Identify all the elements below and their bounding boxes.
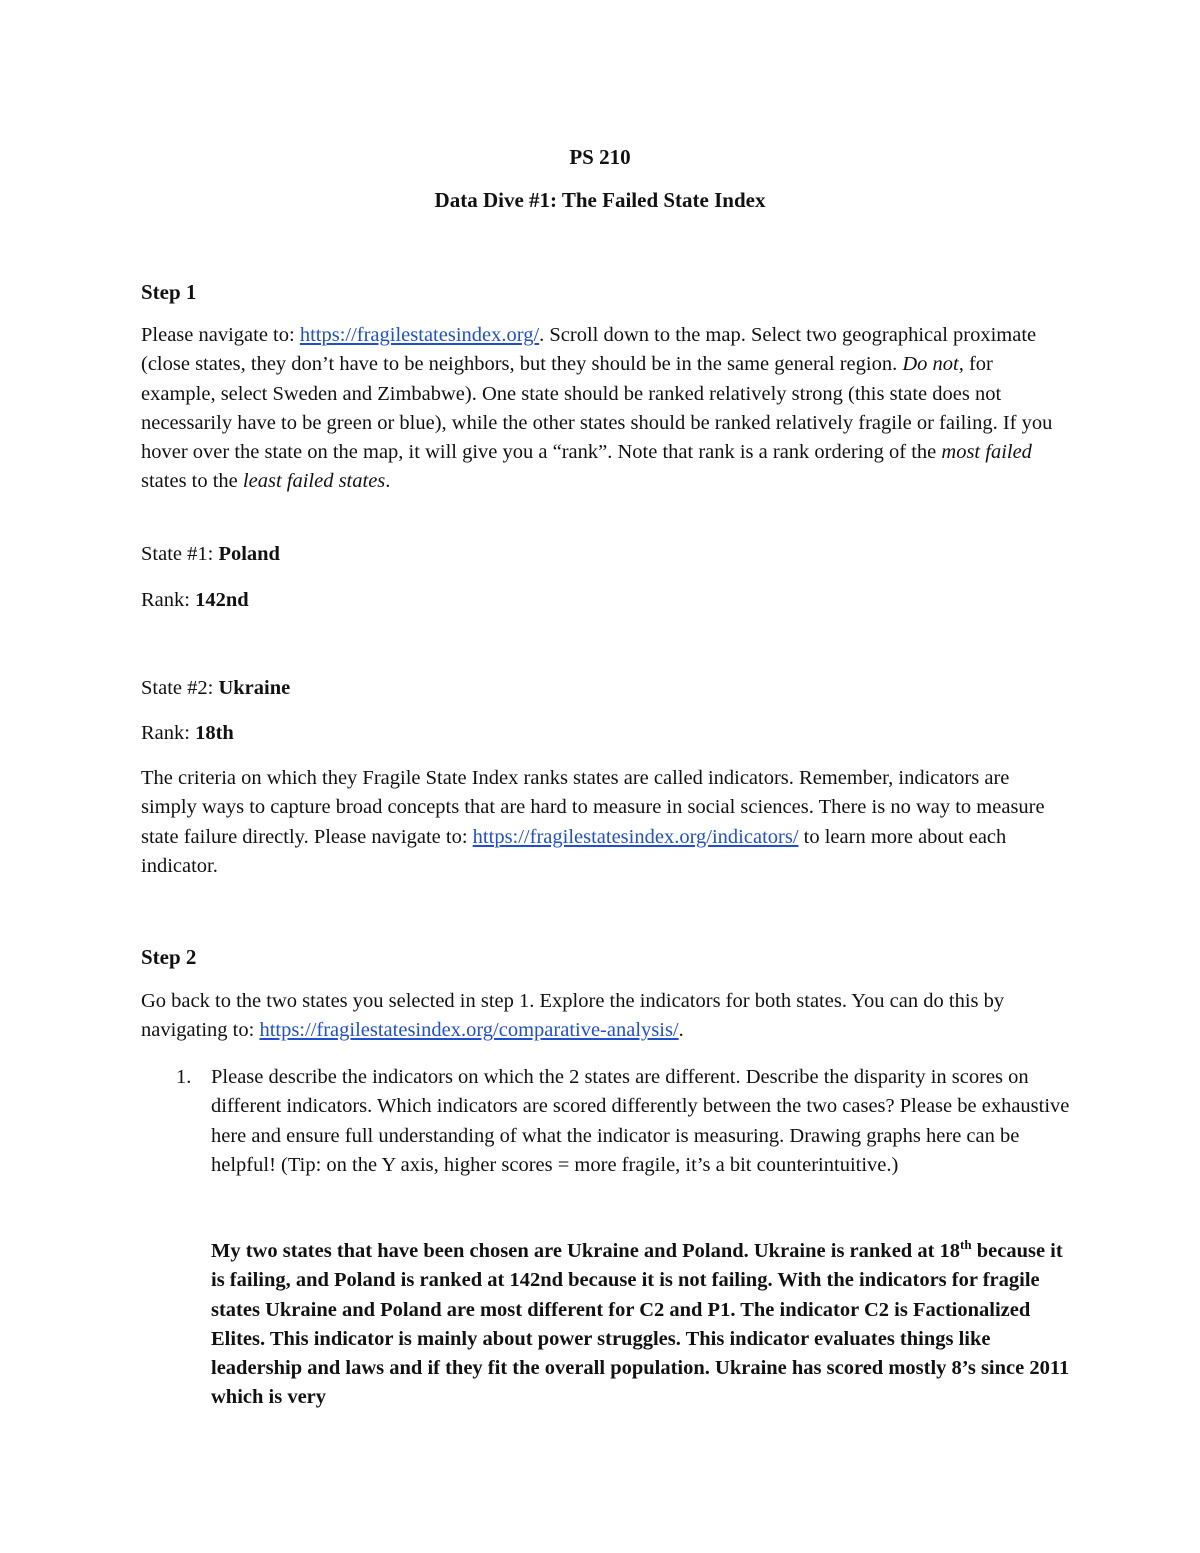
document-title: Data Dive #1: The Failed State Index (434, 188, 766, 212)
state2-line (141, 677, 290, 700)
rank2-label: Rank: (141, 722, 196, 744)
answer-text-1: My two states that have been chosen are Ukraine and Poland. Ukraine is ranked at 18 (211, 1240, 961, 1262)
step2-heading: Step 2 (141, 945, 197, 969)
rank1-line (141, 589, 249, 612)
criteria-text: The criteria on which they Fragile State Index ranks states are called indicators. Remember, indicators are simply ways to capture broad concepts that are hard to measure in social sciences. There is no way to measure state failure directly. Please navigate to: (141, 767, 1045, 848)
step1-heading: Step 1 (141, 280, 197, 304)
fsi-home-link[interactable]: https://fragilestatesindex.org/ (299, 324, 540, 346)
state1-label: State #1: (141, 543, 219, 565)
step1-intro-text: Please navigate to: (141, 324, 300, 346)
question-1-text: Please describe the indicators on which the 2 states are different. Describe the disparity in scores on different indicators. Which indicators are scored differently between the two cases? Please be exhaustive here and ensure full understanding of what the indicator is measuring. Drawing graphs here can be helpful! (Tip: on the Y axis, higher scores = more fragile, it’s a bit counterintuitive.) (211, 1066, 1070, 1176)
criteria-post-text: to learn more about each indicator. (141, 825, 1007, 877)
period: . (385, 470, 391, 493)
step2-intro-post: . (678, 1019, 684, 1042)
fsi-indicators-link[interactable]: https://fragilestatesindex.org/indicators/ (472, 825, 799, 848)
course-title: PS 210 (569, 145, 631, 169)
step2-intro-text: Go back to the two states you selected in step 1. Explore the indicators for both states. You can do this by navigating to: (141, 990, 1005, 1042)
do-not-emphasis: Do not, (902, 353, 964, 376)
step2-instructions (141, 987, 1066, 1046)
most-failed-emphasis: most failed (941, 441, 1032, 464)
step1-intro-continued-2: for example, select Sweden and Zimbabwe). One state should be ranked relatively strong (this state does not necessarily have to be green or blue), while the other states should be ranked relatively fragile or failing. If you hover over the state on the map, it will give you a “rank”. Note that rank is a rank ordering of the (141, 353, 1053, 464)
answer-1 (211, 1237, 1071, 1413)
state1-line (141, 543, 280, 566)
state2-label: State #2: (141, 677, 219, 699)
rank2-line (141, 722, 234, 745)
state2-value: Ukraine (218, 677, 291, 699)
fsi-comparative-link[interactable]: https://fragilestatesindex.org/comparative-analysis/ (259, 1019, 679, 1042)
step1-instructions (141, 321, 1066, 497)
least-failed-emphasis: least failed states (242, 470, 386, 493)
question-1-number: 1. (176, 1066, 192, 1088)
answer-superscript: th (960, 1237, 972, 1253)
states-to-the-text: states to the (141, 470, 243, 493)
step1-intro-continued: . Scroll down to the map. Select two geographical proximate (close states, they don’t have to be neighbors, but they should be in the same general region. (141, 324, 1037, 376)
state1-value: Poland (218, 543, 280, 565)
rank1-value: 142nd (195, 589, 249, 611)
rank2-value: 18th (195, 722, 234, 744)
rank1-label: Rank: (141, 589, 196, 611)
criteria-paragraph (141, 764, 1066, 881)
answer-text-2: because it is failing, and Poland is ranked at 142nd because it is not failing. With the indicators for fragile states Ukraine and Poland are most different for C2 and P1. The indicator C2 is Factionalized Elites. This indicator is mainly about power struggles. This indicator evaluates things like leadership and laws and if they fit the overall population. Ukraine has scored mostly 8’s since 2011 which is very (211, 1240, 1070, 1409)
